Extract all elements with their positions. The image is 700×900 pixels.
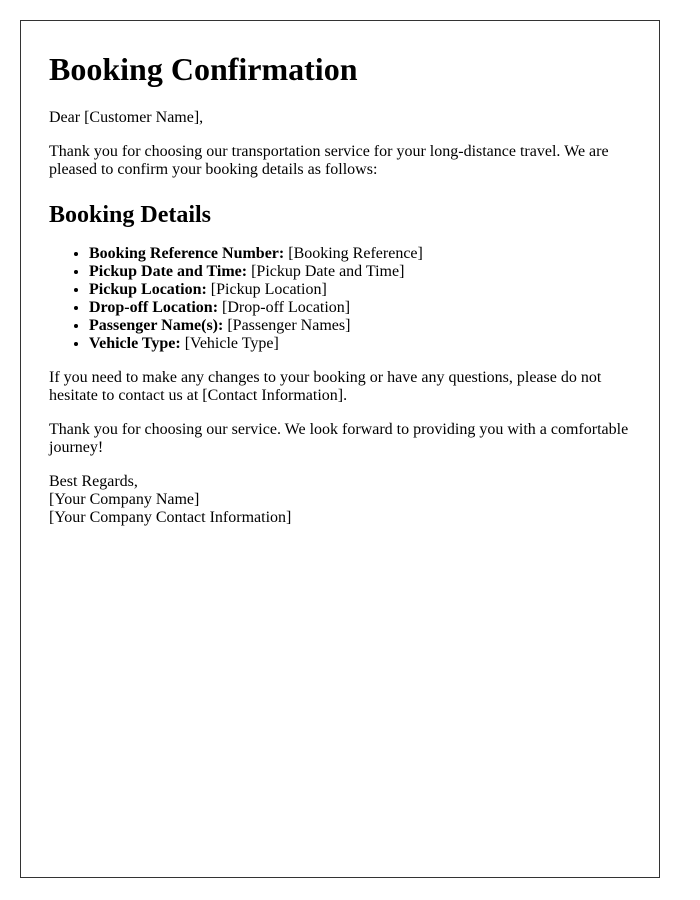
company-contact: [Your Company Contact Information] <box>49 509 292 526</box>
closing-regards: Best Regards, <box>49 473 138 490</box>
page-title: Booking Confirmation <box>49 51 358 87</box>
detail-pickup-datetime <box>89 263 631 281</box>
detail-label: Booking Reference Number: <box>89 245 285 262</box>
detail-value: [Pickup Location] <box>206 281 327 298</box>
letter-page <box>20 20 660 878</box>
detail-value: [Vehicle Type] <box>180 335 279 352</box>
detail-value: [Pickup Date and Time] <box>247 263 405 280</box>
booking-details-heading: Booking Details <box>49 202 212 228</box>
company-name: [Your Company Name] <box>49 491 200 508</box>
detail-value: [Passenger Names] <box>223 317 351 334</box>
detail-dropoff-location <box>89 299 631 317</box>
detail-passenger-names <box>89 317 631 335</box>
detail-label: Pickup Date and Time: <box>89 263 248 280</box>
detail-booking-reference <box>89 245 631 263</box>
closing-block <box>49 473 631 527</box>
booking-details-list <box>49 245 631 353</box>
changes-paragraph: If you need to make any changes to your booking or have any questions, please do not hesitate to contact us at [Contact Information]. <box>49 369 602 404</box>
salutation: Dear [Customer Name], <box>49 109 204 126</box>
detail-value: [Booking Reference] <box>284 245 423 262</box>
detail-vehicle-type <box>89 335 631 353</box>
intro-paragraph: Thank you for choosing our transportation service for your long-distance travel. We are pleased to confirm your booking details as follows: <box>49 143 609 178</box>
detail-label: Pickup Location: <box>89 281 207 298</box>
detail-value: [Drop-off Location] <box>218 299 351 316</box>
detail-label: Passenger Name(s): <box>89 317 224 334</box>
detail-label: Drop-off Location: <box>89 299 219 316</box>
detail-label: Vehicle Type: <box>89 335 181 352</box>
detail-pickup-location <box>89 281 631 299</box>
thanks-paragraph: Thank you for choosing our service. We look forward to providing you with a comfortable journey! <box>49 421 629 456</box>
